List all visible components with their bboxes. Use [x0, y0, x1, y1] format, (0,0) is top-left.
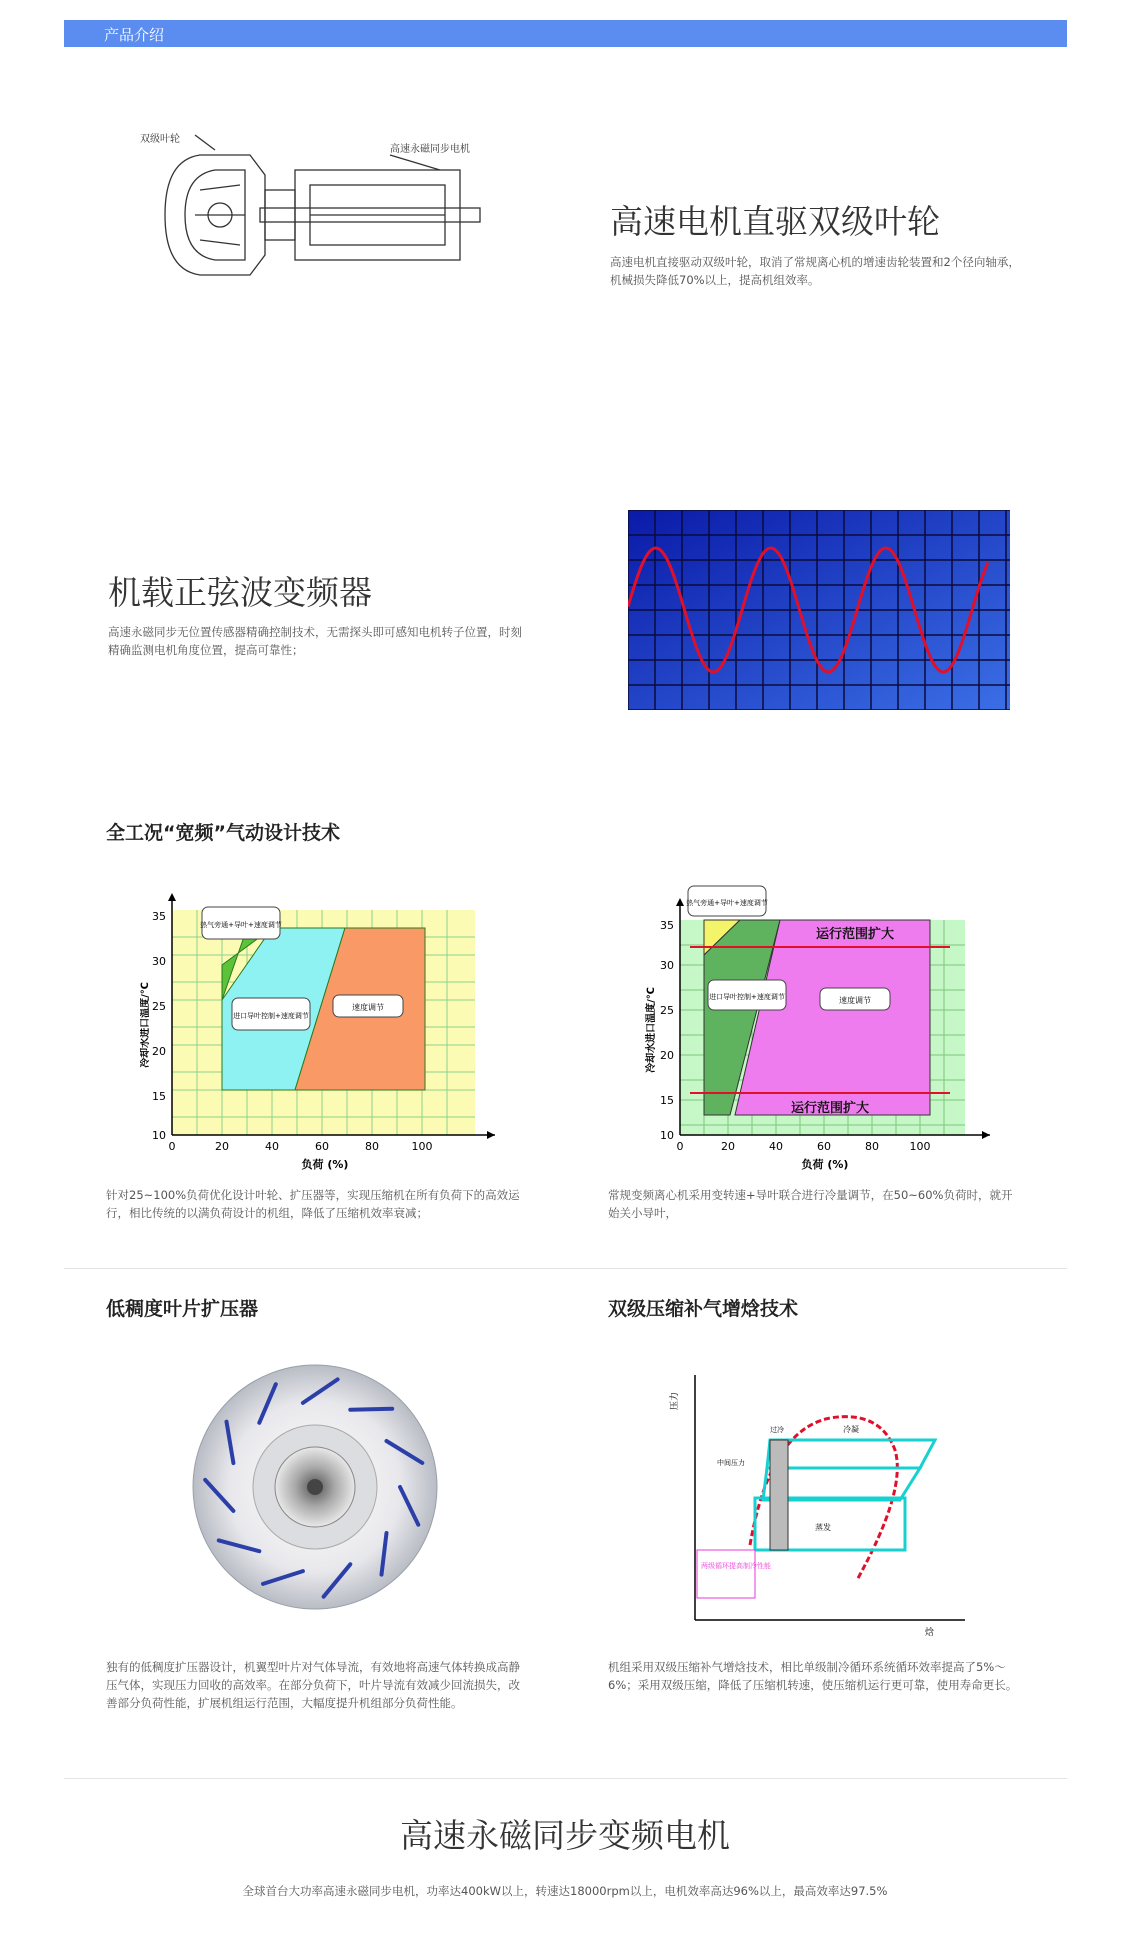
section3-title: 全工况“宽频”气动设计技术: [106, 822, 340, 844]
section-header-title: 产品介绍: [104, 26, 165, 44]
yr-20: 20: [660, 1049, 674, 1062]
yr-10: 10: [660, 1129, 674, 1142]
section1-title: 高速电机直驱双级叶轮: [610, 202, 940, 241]
motor-impeller-diagram: [140, 130, 500, 300]
yl-35: 35: [152, 910, 166, 923]
xr-60: 60: [817, 1140, 831, 1153]
chart-left-label-hotgas: 热气旁通+导叶+速度调节: [200, 921, 282, 929]
chart-right-label-range-top: 运行范围扩大: [815, 927, 895, 942]
xr-20: 20: [721, 1140, 735, 1153]
section6-title: 高速永磁同步变频电机: [400, 1816, 730, 1855]
xl-40: 40: [265, 1140, 279, 1153]
yr-30: 30: [660, 959, 674, 972]
xl-80: 80: [365, 1140, 379, 1153]
diffuser-image: [190, 1362, 440, 1612]
sine-wave-image: [628, 510, 1010, 710]
section1-desc: 高速电机直接驱动双级叶轮，取消了常规离心机的增速齿轮装置和2个径向轴承，机械损失降低70%以上，提高机组效率。: [610, 255, 1020, 287]
chart-right-label-speed: 速度调节: [839, 996, 871, 1005]
section3-desc-right: 常规变频离心机采用变转速+导叶联合进行冷量调节，在50~60%负荷时，就开始关小导叶，: [608, 1188, 1013, 1220]
ph-label-subcool: 过冷: [770, 1426, 784, 1434]
diffuser-blade: [350, 1409, 392, 1410]
section4-title: 低稠度叶片扩压器: [106, 1298, 259, 1320]
chart-left-xlabel: 负荷 (%): [301, 1158, 349, 1171]
yr-15: 15: [660, 1094, 674, 1107]
section2-title: 机载正弦波变频器: [108, 573, 372, 612]
chart-right-xlabel: 负荷 (%): [801, 1158, 849, 1171]
chart-left-label-speed: 速度调节: [352, 1003, 384, 1012]
yl-10: 10: [152, 1129, 166, 1142]
section5-title: 双级压缩补气增焓技术: [608, 1298, 799, 1320]
chart-right-label-hotgas: 热气旁通+导叶+速度调节: [686, 899, 768, 907]
yl-20: 20: [152, 1045, 166, 1058]
yr-25: 25: [660, 1004, 674, 1017]
section5-desc: 机组采用双级压缩补气增焓技术，相比单级制冷循环系统循环效率提高了5%～6%；采用双级压缩，降低了压缩机转速，使压缩机运行更可靠，使用寿命更长。: [608, 1660, 1018, 1692]
xr-40: 40: [769, 1140, 783, 1153]
divider-2: [64, 1778, 1067, 1779]
ph-axis-y: 压力: [670, 1391, 680, 1410]
xl-20: 20: [215, 1140, 229, 1153]
yl-30: 30: [152, 955, 166, 968]
chart-right-label-range-bottom: 运行范围扩大: [790, 1101, 870, 1116]
ph-label-box: 两级循环提高制冷性能: [701, 1562, 771, 1570]
xl-60: 60: [315, 1140, 329, 1153]
divider-1: [64, 1268, 1067, 1269]
ph-label-evap: 蒸发: [815, 1523, 831, 1532]
chart-left-label-igv: 进口导叶控制+速度调节: [233, 1012, 309, 1020]
yl-25: 25: [152, 1000, 166, 1013]
section-header-bar: [64, 20, 1067, 47]
chart-right: [640, 880, 1010, 1180]
xl-100: 100: [411, 1140, 433, 1153]
ph-label-mid: 中间压力: [717, 1459, 745, 1467]
xl-0: 0: [168, 1140, 176, 1153]
xr-0: 0: [676, 1140, 684, 1153]
chart-right-ylabel: 冷却水进口温度/℃: [646, 987, 657, 1073]
section6-desc: 全球首台大功率高速永磁同步电机，功率达400kW以上，转速达18000rpm以上，电机效率高达96%以上，最高效率达97.5%: [242, 1884, 888, 1898]
label-double-impeller: 双级叶轮: [140, 134, 180, 145]
ph-label-condense: 冷凝: [843, 1425, 859, 1434]
xr-100: 100: [909, 1140, 931, 1153]
section2-desc: 高速永磁同步无位置传感器精确控制技术，无需探头即可感知电机转子位置，时刻精确监测电机角度位置，提高可靠性；: [108, 625, 522, 657]
yr-35: 35: [660, 919, 674, 932]
section4-desc: 独有的低稠度扩压器设计，机翼型叶片对气体导流，有效地将高速气体转换成高静压气体，实现压力回收的高效率。在部分负荷下，叶片导流有效减少回流损失，改善部分负荷性能，扩展机组运行范围，大幅度提升机组部分负荷性能。: [106, 1660, 520, 1710]
ph-diagram: [655, 1370, 975, 1640]
chart-left: [140, 885, 510, 1180]
ph-axis-x: 焓: [925, 1628, 935, 1638]
xr-80: 80: [865, 1140, 879, 1153]
chart-left-ylabel: 冷却水进口温度/℃: [140, 982, 151, 1068]
section3-desc-left: 针对25~100%负荷优化设计叶轮、扩压器等，实现压缩机在所有负荷下的高效运行，相比传统的以满负荷设计的机组，降低了压缩机效率衰减；: [106, 1188, 520, 1220]
chart-right-label-igv: 进口导叶控制+速度调节: [709, 993, 785, 1001]
label-pm-motor: 高速永磁同步电机: [390, 144, 470, 155]
yl-15: 15: [152, 1090, 166, 1103]
